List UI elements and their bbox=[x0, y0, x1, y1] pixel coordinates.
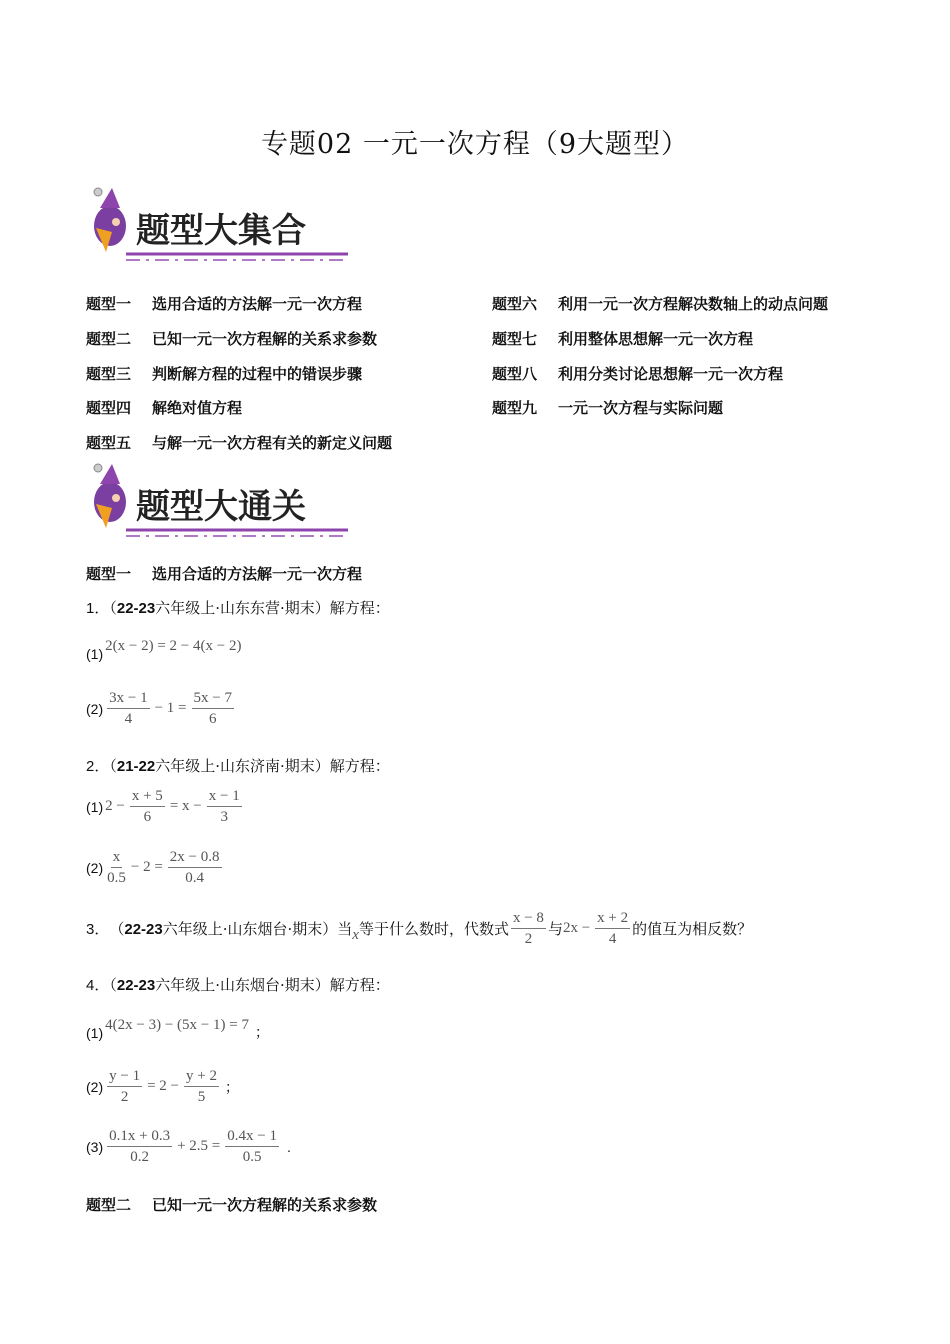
page-title: 专题02 一元一次方程（9大题型） bbox=[260, 129, 690, 160]
svg-text:题型大通关: 题型大通关 bbox=[136, 487, 306, 527]
problem-4-part-2: (2) $\frac{y - 1}{2}$ = 2 − $\frac{y + 2}{5}$ ； bbox=[86, 1068, 239, 1105]
equation: 2(x − 2) = 2 − 4(x − 2) bbox=[105, 637, 242, 654]
toc-item[interactable]: 题型三 判断解方程的过程中的错误步骤 bbox=[86, 364, 363, 383]
problem-1-part-2: (2) $\frac{3x - 1}{4}$ − 1 = $\frac{5x - 7}{6}$ bbox=[86, 690, 236, 727]
wizard-banner-icon bbox=[86, 458, 356, 544]
equation: $\frac{x}{0.5}$ − 2 = $\frac{2x - 0.8}{0.4}$ bbox=[107, 849, 220, 886]
equation: $\frac{0.1x + 0.3}{0.2}$ + 2.5 = $\frac{0.4x - 1}{0.5}$ bbox=[109, 1128, 277, 1165]
problem-3: 3． （ 22-23六年级上·山东烟台·期末）当 x 等于什么数时，代数式 $\frac{x - 8}{2}$ 与 2x − $\frac{x + 2}{4}$ 的值互为相反数？ bbox=[86, 910, 753, 947]
banner-type-pass bbox=[86, 458, 356, 544]
problem-2-part-2: (2) $\frac{x}{0.5}$ − 2 = $\frac{2x - 0.8}{0.4}$ bbox=[86, 849, 224, 886]
toc-item[interactable]: 题型二 已知一元一次方程解的关系求参数 bbox=[86, 329, 378, 348]
toc-item[interactable]: 题型七 利用整体思想解一元一次方程 bbox=[492, 329, 754, 348]
section-heading: 题型二 已知一元一次方程解的关系求参数 bbox=[86, 1196, 378, 1214]
problem-1-part-1: (1) 2(x − 2) = 2 − 4(x − 2) bbox=[86, 637, 242, 662]
section-heading: 题型一 选用合适的方法解一元一次方程 bbox=[86, 565, 363, 583]
toc-item[interactable]: 题型六 利用一元一次方程解决数轴上的动点问题 bbox=[492, 295, 829, 313]
equation: $\frac{3x - 1}{4}$ − 1 = $\frac{5x - 7}{6}$ bbox=[109, 690, 232, 727]
problem-4-part-3: (3) $\frac{0.1x + 0.3}{0.2}$ + 2.5 = $\frac{0.4x - 1}{0.5}$ . bbox=[86, 1128, 291, 1165]
wizard-banner-icon bbox=[86, 182, 356, 268]
toc-item[interactable]: 题型八 利用分类讨论思想解一元一次方程 bbox=[492, 364, 784, 383]
toc-item[interactable]: 题型一 选用合适的方法解一元一次方程 bbox=[86, 295, 363, 313]
equation: 2 − $\frac{x + 5}{6}$ = x − $\frac{x - 1}{3}$ bbox=[105, 788, 240, 825]
toc-item[interactable]: 题型五 与解一元一次方程有关的新定义问题 bbox=[86, 434, 393, 453]
toc-right bbox=[492, 287, 828, 426]
equation: $\frac{y - 1}{2}$ = 2 − $\frac{y + 2}{5}$ bbox=[109, 1068, 217, 1105]
toc-item[interactable]: 题型四 解绝对值方程 bbox=[86, 399, 243, 418]
problem-4-part-1: (1) 4(2x − 3) − (5x − 1) = 7 ； bbox=[86, 1016, 269, 1041]
problem-1: 1．（22-23六年级上·山东东营·期末）解方程： bbox=[86, 599, 390, 617]
problem-2: 2．（21-22六年级上·山东济南·期末）解方程： bbox=[86, 757, 390, 775]
svg-text:题型大集合: 题型大集合 bbox=[136, 211, 306, 251]
problem-2-part-1: (1) 2 − $\frac{x + 5}{6}$ = x − $\frac{x - 1}{3}$ bbox=[86, 788, 244, 825]
banner-type-collection bbox=[86, 182, 356, 268]
problem-4: 4．（22-23六年级上·山东烟台·期末）解方程： bbox=[86, 976, 390, 994]
equation: 4(2x − 3) − (5x − 1) = 7 bbox=[105, 1016, 249, 1033]
toc-item[interactable]: 题型九 一元一次方程与实际问题 bbox=[492, 399, 724, 418]
toc-left bbox=[86, 287, 392, 461]
